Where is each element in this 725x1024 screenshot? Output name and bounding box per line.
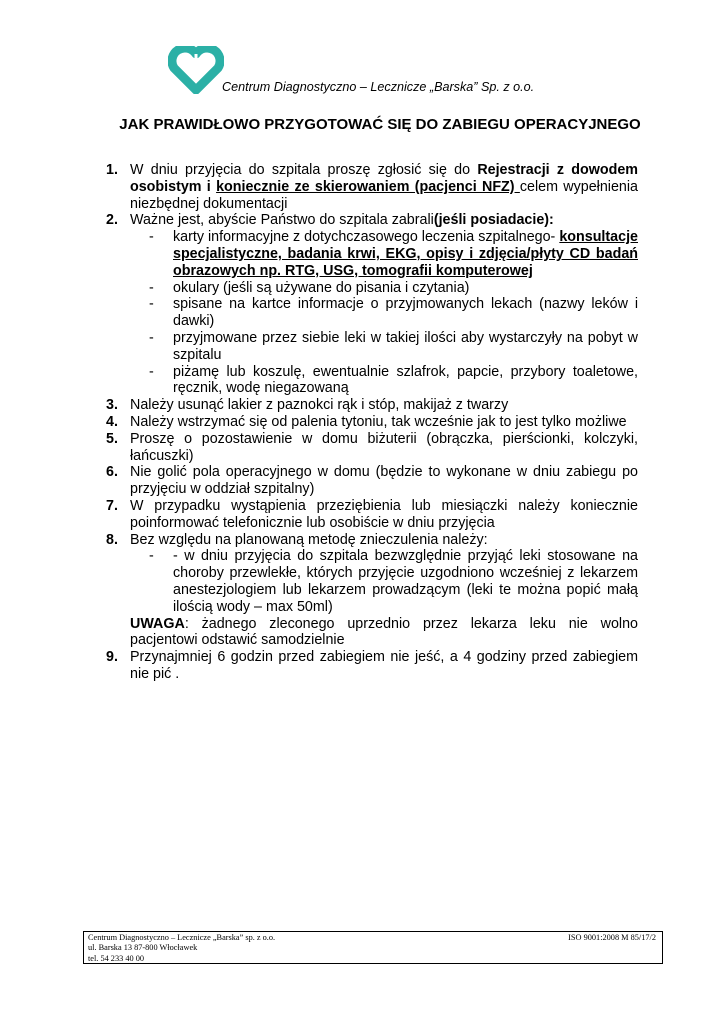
item-text: Nie golić pola operacyjnego w domu (będzie to wykonane w dniu zabiegu po przyjęciu w oddział szpitalny) bbox=[130, 464, 638, 498]
page-title: JAK PRAWIDŁOWO PRZYGOTOWAĆ SIĘ DO ZABIEGU OPERACYJNEGO bbox=[119, 116, 641, 133]
item-number: 4. bbox=[106, 413, 118, 430]
sub-list-item: - spisane na kartce informacje o przyjmowanych lekach (nazwy leków i dawki) bbox=[149, 296, 638, 330]
item-text: Bez względu na planowaną metodę znieczulenia należy: bbox=[130, 531, 488, 548]
list-item bbox=[106, 397, 638, 414]
list-item bbox=[106, 162, 639, 212]
sub-item-text: okulary (jeśli są używane do pisania i czytania) bbox=[173, 279, 470, 296]
footer-box bbox=[83, 931, 663, 964]
list-item bbox=[106, 649, 638, 683]
sub-item-text: przyjmowane przez siebie leki w takiej ilości aby wystarczyły na pobyt w szpitalu bbox=[173, 329, 638, 363]
item-number: 7. bbox=[106, 497, 118, 514]
sub-item-text: spisane na kartce informacje o przyjmowanych lekach (nazwy leków i dawki) bbox=[173, 296, 638, 330]
item-bold-underlined-text: koniecznie ze skierowaniem (pacjenci NFZ) bbox=[216, 178, 520, 195]
warning-text: : żadnego zleconego uprzednio przez lekarza leku nie wolno pacjentowi odstawić samodzielnie bbox=[130, 615, 638, 649]
heart-logo-icon bbox=[168, 46, 224, 94]
item-number: 6. bbox=[106, 464, 118, 481]
sub-list-item: - karty informacyjne z dotychczasowego leczenia szpitalnego- konsultacje specjalistyczne, badania krwi, EKG, opisy i zdjęcia/płyty CD badań obrazowych np. RTG, USG, tomografii komputerowej bbox=[149, 229, 638, 279]
item-number: 3. bbox=[106, 397, 118, 414]
item-text: W dniu przyjęcia do szpitala proszę zgłosić się do bbox=[130, 162, 478, 178]
footer-phone: tel. 54 233 40 00 bbox=[88, 953, 144, 963]
instructions-body bbox=[106, 162, 639, 683]
sub-item-text: - w dniu przyjęcia do szpitala bezwzględnie przyjąć leki stosowane na choroby przewlekłe, których przyjęcie uzgodniono wcześniej z lekarzem anestezjologiem lub lekarzem prowadzącym (leki te można popić małą ilością wody – max 50ml) bbox=[173, 548, 638, 615]
sub-item-text: piżamę lub koszulę, ewentualnie szlafrok, papcie, przybory toaletowe, ręcznik, wodę niegazowaną bbox=[173, 363, 638, 397]
list-item bbox=[106, 531, 638, 650]
sub-list-item: - przyjmowane przez siebie leki w takiej ilości aby wystarczyły na pobyt w szpitalu bbox=[149, 329, 638, 363]
sub-list bbox=[130, 229, 638, 397]
footer-iso-code: ISO 9001:2008 M 85/17/2 bbox=[568, 933, 656, 942]
warning-label: UWAGA bbox=[130, 615, 185, 632]
sub-list-item: - - w dniu przyjęcia do szpitala bezwzględnie przyjąć leki stosowane na choroby przewlekłe, których przyjęcie uzgodniono wcześniej z lekarzem anestezjologiem lub lekarzem prowadzącym (leki te można popić małą ilością wody – max 50ml) bbox=[149, 548, 638, 615]
item-number: 5. bbox=[106, 430, 118, 447]
list-item bbox=[106, 464, 638, 498]
list-item bbox=[106, 430, 638, 465]
header-company-name: Centrum Diagnostyczno – Lecznicze „Barska” Sp. z o.o. bbox=[222, 80, 535, 94]
item-number: 8. bbox=[106, 531, 118, 548]
item-text: W przypadku wystąpienia przeziębienia lub miesiączki należy koniecznie poinformować telefonicznie lub osobiście w dniu przyjęcia bbox=[130, 497, 638, 531]
item-text: Przynajmniej 6 godzin przed zabiegiem nie jeść, a 4 godziny przed zabiegiem nie pić . bbox=[130, 649, 638, 682]
footer-company: Centrum Diagnostyczno – Lecznicze „Barska” sp. z o.o. bbox=[88, 933, 276, 942]
list-item bbox=[106, 497, 638, 532]
item-text: Ważne jest, abyście Państwo do szpitala zabrali bbox=[130, 212, 434, 229]
item-number: 9. bbox=[106, 649, 118, 666]
list-item bbox=[106, 413, 638, 431]
item-text: celem wypełnienia niezbędnej dokumentacji bbox=[130, 178, 639, 212]
sub-list-item: - piżamę lub koszulę, ewentualnie szlafrok, papcie, przybory toaletowe, ręcznik, wodę niegazowaną bbox=[149, 363, 638, 397]
list-item bbox=[106, 212, 638, 397]
item-text: Należy wstrzymać się od palenia tytoniu, tak wcześnie jak to jest tylko możliwe bbox=[130, 413, 627, 430]
sub-item-bold-underlined-text: konsultacje specjalistyczne, badania krwi, EKG, opisy i zdjęcia/płyty CD badań obrazowych np. RTG, USG, tomografii komputerowej bbox=[173, 229, 638, 279]
sub-list bbox=[130, 548, 638, 615]
item-bold-text: Rejestracji z dowodem osobistym i bbox=[130, 162, 638, 195]
item-number: 1. bbox=[106, 162, 118, 178]
item-number: 2. bbox=[106, 212, 118, 229]
warning-note bbox=[130, 616, 638, 650]
sub-item-text: karty informacyjne z dotychczasowego leczenia szpitalnego- bbox=[173, 229, 560, 246]
item-text: Proszę o pozostawienie w domu biżuterii (obrączka, pierścionki, kolczyki, łańcuszki) bbox=[130, 430, 638, 464]
sub-list-item: - okulary (jeśli są używane do pisania i czytania) bbox=[149, 279, 470, 296]
item-bold-text: (jeśli posiadacie): bbox=[433, 212, 554, 229]
footer-address: ul. Barska 13 87-800 Włocławek bbox=[88, 943, 198, 953]
item-text: Należy usunąć lakier z paznokci rąk i stóp, makijaż z twarzy bbox=[130, 397, 509, 414]
